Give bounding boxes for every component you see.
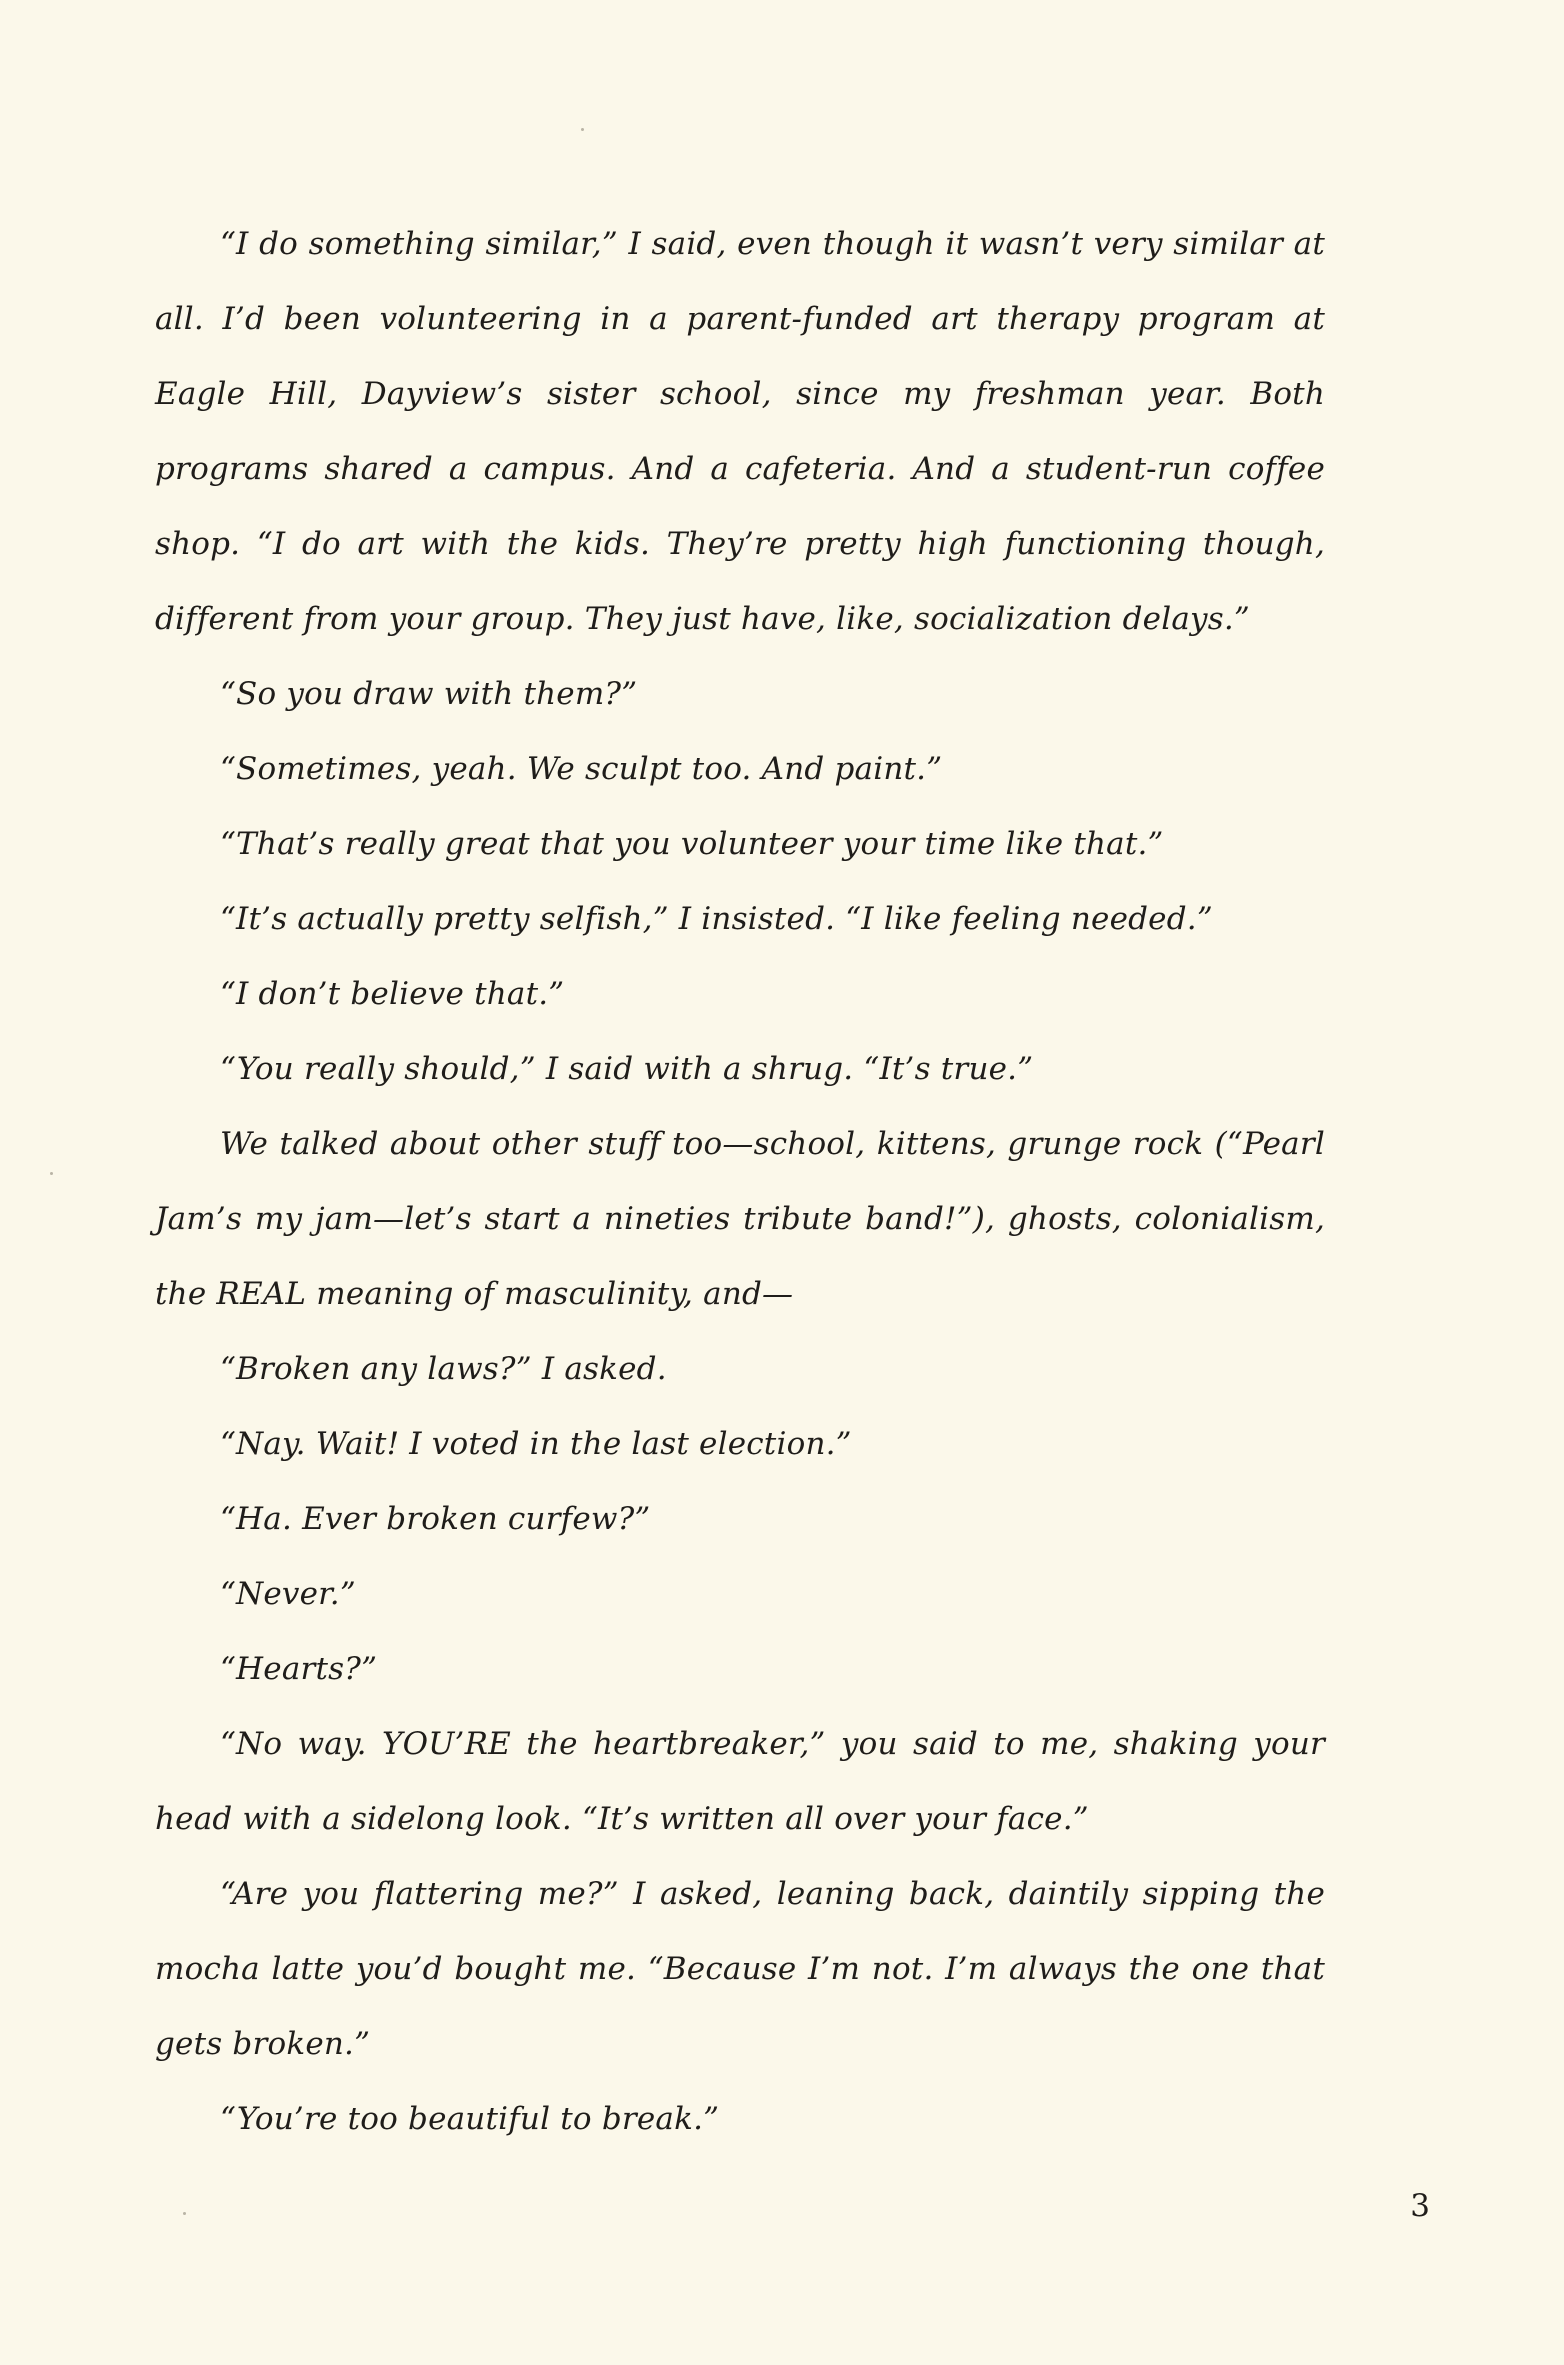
paragraph: “Hearts?”: [220, 1651, 378, 1687]
paragraph: “Sometimes, yeah. We sculpt too. And paint.”: [220, 751, 943, 787]
paragraph: “So you draw with them?”: [220, 676, 638, 712]
paragraph: “I don’t believe that.”: [220, 976, 565, 1012]
paragraph: “Never.”: [220, 1576, 356, 1612]
paragraph: “You’re too beautiful to break.”: [220, 2101, 720, 2137]
paragraph: “Are you flattering me?” I asked, leaning back, daintily sipping the mocha latte you’d bought me. “Because I’m not. I’m always the one that gets broken.”: [155, 1876, 1325, 2062]
paper-speck: [183, 2212, 186, 2215]
page-number: 3: [1410, 2188, 1430, 2224]
paragraph: “Ha. Ever broken curfew?”: [220, 1501, 651, 1537]
paragraph: We talked about other stuff too—school, kittens, grunge rock (“Pearl Jam’s my jam—let’s start a nineties tribute band!”), ghosts, colonialism, the REAL meaning of masculinity, and—: [155, 1126, 1325, 1312]
body-text: [155, 207, 1325, 2157]
paragraph: “That’s really great that you volunteer your time like that.”: [220, 826, 1164, 862]
paper-speck: [581, 128, 584, 131]
paragraph: “No way. YOU’RE the heartbreaker,” you said to me, shaking your head with a sidelong look. “It’s written all over your face.”: [155, 1726, 1325, 1837]
paragraph: “It’s actually pretty selfish,” I insisted. “I like feeling needed.”: [220, 901, 1213, 937]
paragraph: “Broken any laws?” I asked.: [220, 1351, 667, 1387]
paragraph: “Nay. Wait! I voted in the last election.”: [220, 1426, 852, 1462]
paragraph: “You really should,” I said with a shrug. “It’s true.”: [220, 1051, 1034, 1087]
paragraph: “I do something similar,” I said, even though it wasn’t very similar at all. I’d been volunteering in a parent-funded art therapy program at Eagle Hill, Dayview’s sister school, since my freshman year. Both programs shared a campus. And a cafeteria. And a student-run coffee shop. “I do art with the kids. They’re pretty high functioning though, different from your group. They just have, like, socialization delays.”: [155, 226, 1325, 637]
paper-speck: [50, 1172, 53, 1175]
